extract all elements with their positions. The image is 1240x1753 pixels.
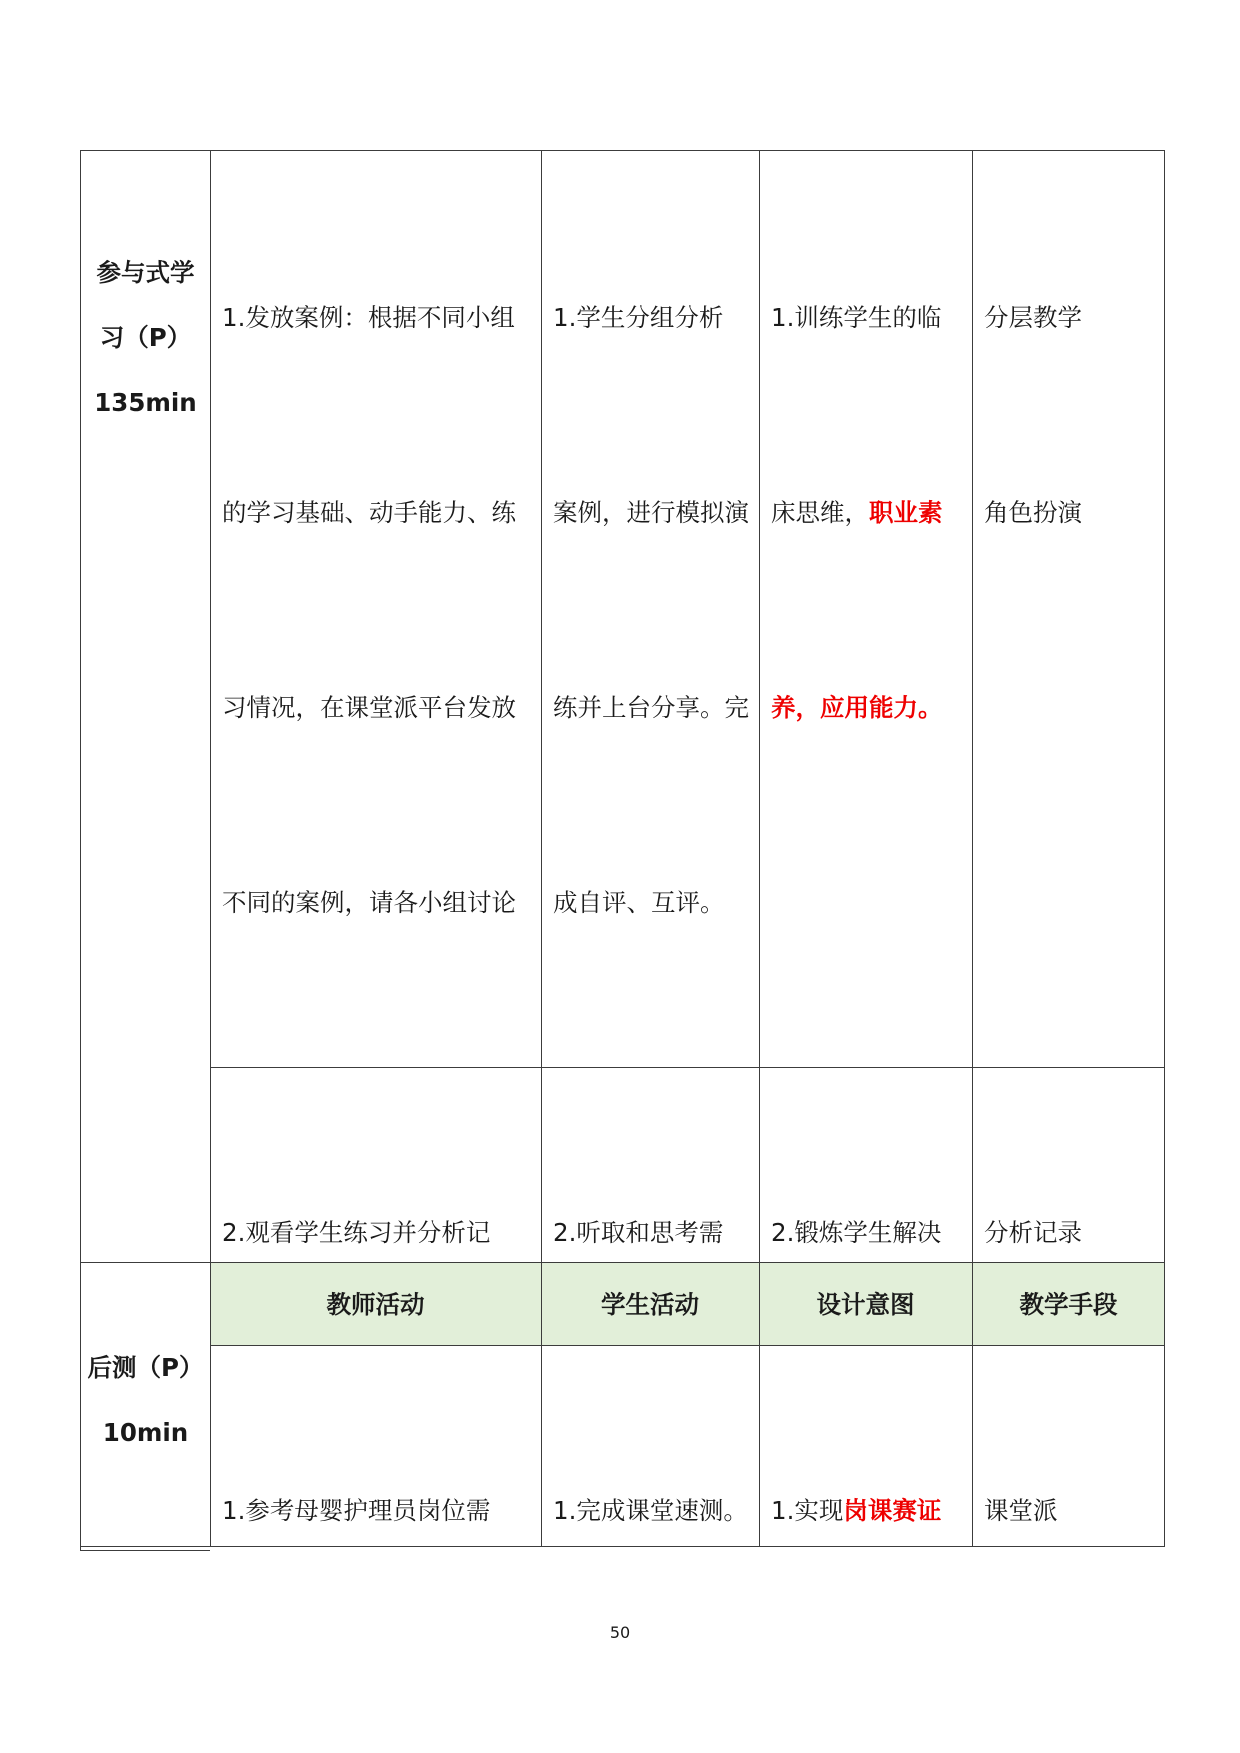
stage-label-post-test: 后测（P） 10min [87, 1353, 204, 1447]
teaching-means-cell [972, 1348, 1165, 1546]
design-intent-text: 1.实现岗课赛证 [771, 1496, 942, 1525]
header-teacher-activity: 教师活动 [210, 1262, 541, 1345]
teacher-activity-text: 1.参考母婴护理员岗位需 [222, 1496, 491, 1525]
student-activity-text: 1.学生分组分析 案例，进行模拟演 练并上台分享。完 成自评、互评。 [553, 303, 749, 917]
header-student-activity: 学生活动 [541, 1262, 759, 1345]
student-activity-cell [541, 155, 759, 1067]
student-activity-cell [541, 1348, 759, 1546]
teaching-means-text: 分层教学 角色扮演 [984, 303, 1082, 527]
teacher-activity-cell [210, 1070, 541, 1262]
teaching-means-cell [972, 1070, 1165, 1262]
teaching-means-text: 课堂派 [984, 1496, 1058, 1525]
design-intent-cell [759, 155, 972, 1067]
design-intent-text: 2.锻炼学生解决 [771, 1218, 942, 1247]
header-design-intent: 设计意图 [759, 1262, 972, 1345]
header-teaching-means: 教学手段 [972, 1262, 1165, 1345]
design-intent-cell [759, 1070, 972, 1262]
student-activity-cell [541, 1070, 759, 1262]
row-divider [80, 1262, 1165, 1263]
table-border-bottom [80, 1546, 1165, 1547]
student-activity-text: 2.听取和思考需 [553, 1218, 724, 1247]
highlight-text: 职业素 [869, 498, 943, 527]
teacher-activity-cell [210, 1348, 541, 1546]
row-divider [210, 1345, 1165, 1346]
row-divider [210, 1067, 1165, 1068]
design-intent-text: 1.训练学生的临 床思维，职业素 养，应用能力。 [771, 303, 943, 722]
table-border-top [80, 150, 1165, 151]
teaching-means-cell [972, 155, 1165, 1067]
stage-label-participatory: 参与式学 习（P） 135min [94, 257, 197, 417]
table-border-bottom-left [80, 1550, 210, 1551]
teacher-activity-text: 2.观看学生练习并分析记 [222, 1218, 491, 1247]
teacher-activity-cell [210, 155, 541, 1067]
student-activity-text: 1.完成课堂速测。 [553, 1496, 748, 1525]
highlight-text: 岗课赛证 [843, 1496, 942, 1525]
teaching-means-text: 分析记录 [984, 1218, 1082, 1247]
design-intent-cell [759, 1348, 972, 1546]
teacher-activity-text: 1.发放案例：根据不同小组 的学习基础、动手能力、练 习情况，在课堂派平台发放 不同的案例，请各小组讨论 [222, 303, 516, 917]
highlight-text: 养，应用能力。 [771, 693, 943, 722]
page-number: 50 [609, 1623, 631, 1642]
